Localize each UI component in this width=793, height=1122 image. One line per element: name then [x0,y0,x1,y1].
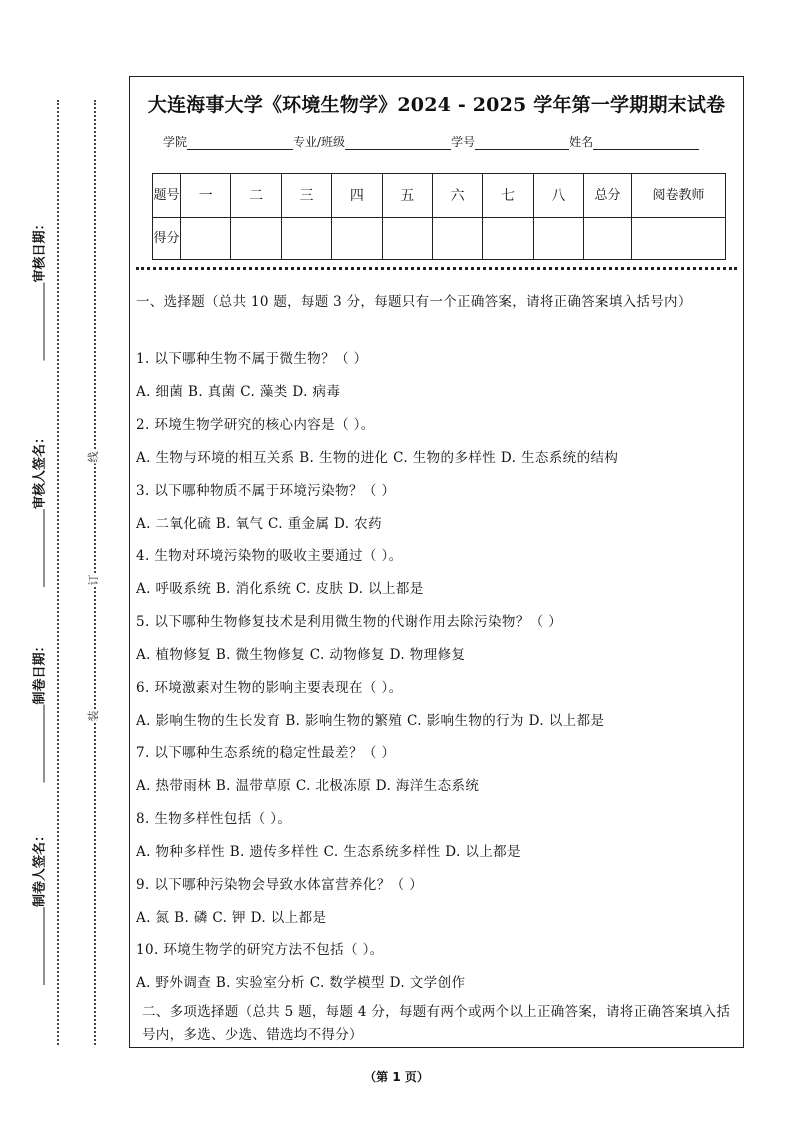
name-label: 姓名 [569,135,594,149]
cut-mark-mount: 装 [87,710,100,722]
cut-mark-bind: 订 [87,574,100,586]
question-2: 2. 环境生物学研究的核心内容是（ ）。 [136,417,375,433]
binding-dotted-line-inner [94,100,96,1045]
section-divider-dotted [136,267,737,270]
score-table-score-row [153,218,726,260]
section1-heading: 一、选择题（总共 10 题，每题 3 分，每题只有一个正确答案，请将正确答案填入括号内） [136,294,692,310]
student-id-label: 学号 [451,135,476,149]
score-cell-grader[interactable] [632,218,726,260]
exam-paper-frame [129,76,744,1048]
score-cell[interactable] [382,218,432,260]
review-date-blank[interactable] [32,283,45,361]
question-10-options: A. 野外调查 B. 实验室分析 C. 数学模型 D. 文学创作 [136,975,466,991]
column-5: 五 [382,174,432,218]
question-7: 7. 以下哪种生态系统的稳定性最差？（ ） [136,745,396,761]
question-4-options: A. 呼吸系统 B. 消化系统 C. 皮肤 D. 以上都是 [136,581,424,597]
score-table [152,173,726,260]
exam-title: 大连海事大学《环境生物学》2024 - 2025 学年第一学期期末试卷 [147,94,726,116]
question-2-options: A. 生物与环境的相互关系 B. 生物的进化 C. 生物的多样性 D. 生态系统的结构 [136,450,619,466]
score-cell[interactable] [231,218,281,260]
compiler-signature-label: 制卷人签名： [29,829,48,987]
name-blank[interactable] [593,137,699,150]
reviewer-signature-blank[interactable] [32,509,45,587]
column-1: 一 [181,174,231,218]
question-8: 8. 生物多样性包括（ ）。 [136,811,292,827]
compiler-signature-blank[interactable] [32,907,45,985]
column-8: 八 [533,174,583,218]
question-1-options: A. 细菌 B. 真菌 C. 藻类 D. 病毒 [136,384,341,400]
question-6: 6. 环境激素对生物的影响主要表现在（ ）。 [136,680,403,696]
column-2: 二 [231,174,281,218]
question-9: 9. 以下哪种污染物会导致水体富营养化？（ ） [136,877,424,893]
college-label: 学院 [163,135,188,149]
compile-date-label: 制卷日期： [29,639,48,784]
score-table-header-row [153,174,726,218]
column-3: 三 [281,174,331,218]
student-info-row [163,133,699,150]
question-10: 10. 环境生物学的研究方法不包括（ ）。 [136,942,384,958]
question-6-options: A. 影响生物的生长发育 B. 影响生物的繁殖 C. 影响生物的行为 D. 以上都是 [136,713,605,729]
question-4: 4. 生物对环境污染物的吸收主要通过（ ）。 [136,548,403,564]
score-cell[interactable] [181,218,231,260]
question-9-options: A. 氮 B. 磷 C. 钾 D. 以上都是 [136,910,327,926]
page-number: （第 1 页） [364,1070,429,1084]
binding-dotted-line-outer [57,100,59,1045]
question-1: 1. 以下哪种生物不属于微生物？（ ） [136,351,368,367]
column-total: 总分 [584,174,632,218]
score-cell[interactable] [533,218,583,260]
score-cell[interactable] [332,218,382,260]
question-3: 3. 以下哪种物质不属于环境污染物？（ ） [136,483,396,499]
score-cell[interactable] [483,218,533,260]
section2-heading: 二、多项选择题（总共 5 题，每题 4 分，每题有两个或两个以上正确答案，请将正确答案填入括号内，多选、少选、错选均不得分） [142,1004,731,1043]
score-row-label: 得分 [153,218,181,260]
score-cell[interactable] [432,218,482,260]
question-3-options: A. 二氧化硫 B. 氧气 C. 重金属 D. 农药 [136,516,382,532]
score-cell[interactable] [281,218,331,260]
question-8-options: A. 物种多样性 B. 遗传多样性 C. 生态系统多样性 D. 以上都是 [136,844,521,860]
major-class-label: 专业/班级 [293,135,346,149]
column-7: 七 [483,174,533,218]
review-date-label: 审核日期： [29,217,48,362]
student-id-blank[interactable] [475,137,569,150]
question-5: 5. 以下哪种生物修复技术是利用微生物的代谢作用去除污染物？（ ） [136,614,563,630]
major-class-blank[interactable] [345,137,451,150]
question-7-options: A. 热带雨林 B. 温带草原 C. 北极冻原 D. 海洋生态系统 [136,778,480,794]
column-grader: 阅卷教师 [632,174,726,218]
question-number-label: 题号 [153,174,181,218]
compile-date-blank[interactable] [32,705,45,783]
cut-mark-line: 线 [87,451,100,463]
column-4: 四 [332,174,382,218]
reviewer-signature-label: 审核人签名： [29,431,48,589]
column-6: 六 [432,174,482,218]
question-5-options: A. 植物修复 B. 微生物修复 C. 动物修复 D. 物理修复 [136,647,466,663]
college-blank[interactable] [187,137,293,150]
score-cell-total[interactable] [584,218,632,260]
